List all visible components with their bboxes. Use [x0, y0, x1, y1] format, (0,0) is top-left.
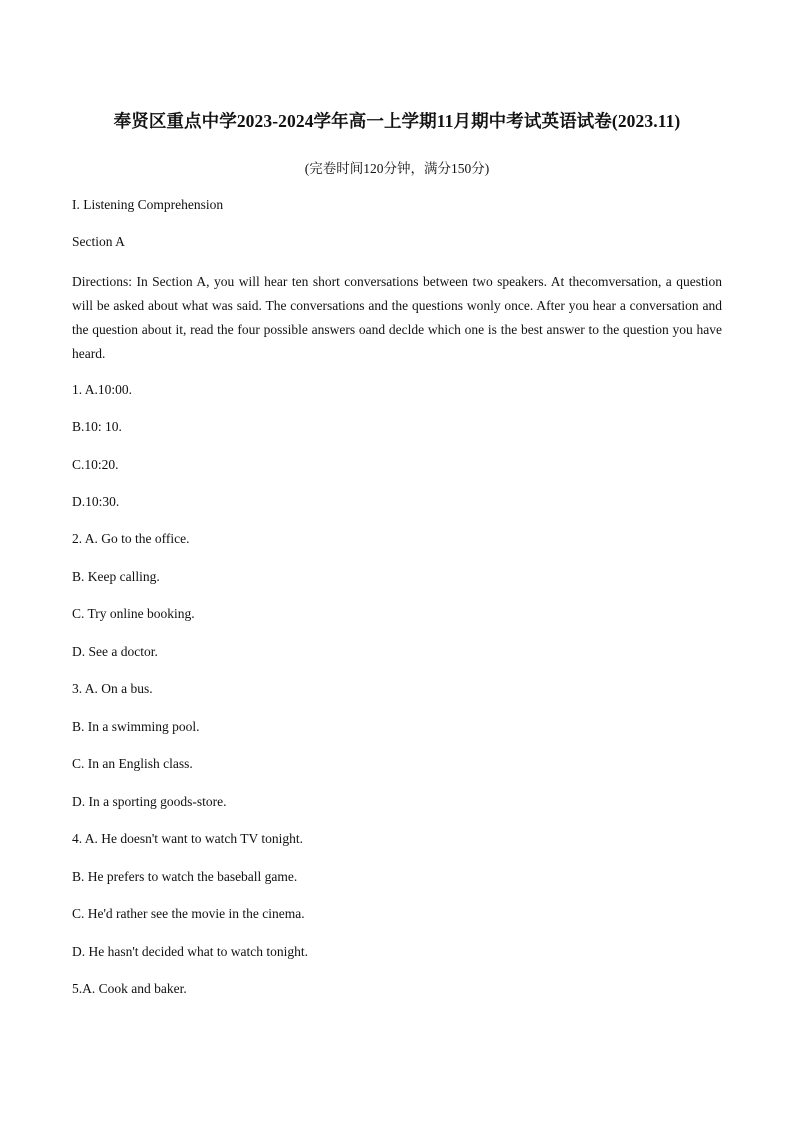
answer-option: 4. A. He doesn't want to watch TV tonight.: [72, 831, 304, 846]
answer-option: D. In a sporting goods-store.: [72, 794, 227, 809]
answer-option: 3. A. On a bus.: [72, 681, 153, 696]
answer-option: 5.A. Cook and baker.: [72, 981, 187, 996]
directions-paragraph: Directions: In Section A, you will hear ten short conversations between two speakers. At thecomversation, a question will be asked about what was said. The conversations and the questions wonly once. After you hear a conversation and the question about it, read the four possible answers oand declde which one is the best answer to the question you have heard.: [72, 274, 722, 361]
answer-option: 2. A. Go to the office.: [72, 531, 190, 546]
section-heading: Section A: [72, 234, 125, 249]
answer-option: 1. A.10:00.: [72, 382, 133, 397]
answer-option: D.10:30.: [72, 494, 120, 509]
answer-option: C. In an English class.: [72, 756, 193, 771]
answer-option: C.10:20.: [72, 457, 119, 472]
answer-option: D. See a doctor.: [72, 644, 158, 659]
answer-option: B. In a swimming pool.: [72, 719, 200, 734]
page-title: 奉贤区重点中学2023-2024学年高一上学期11月期中考试英语试卷(2023.11): [113, 111, 681, 131]
answer-option: B.10: 10.: [72, 419, 122, 434]
answer-option: B. Keep calling.: [72, 569, 160, 584]
exam-time-note: (完卷时间120分钟，满分150分): [304, 161, 490, 176]
answer-option: C. He'd rather see the movie in the cinema.: [72, 906, 305, 921]
answer-option: B. He prefers to watch the baseball game.: [72, 869, 298, 884]
answer-option: D. He hasn't decided what to watch tonight.: [72, 944, 308, 959]
part-heading: I. Listening Comprehension: [72, 197, 224, 212]
answer-option: C. Try online booking.: [72, 606, 195, 621]
